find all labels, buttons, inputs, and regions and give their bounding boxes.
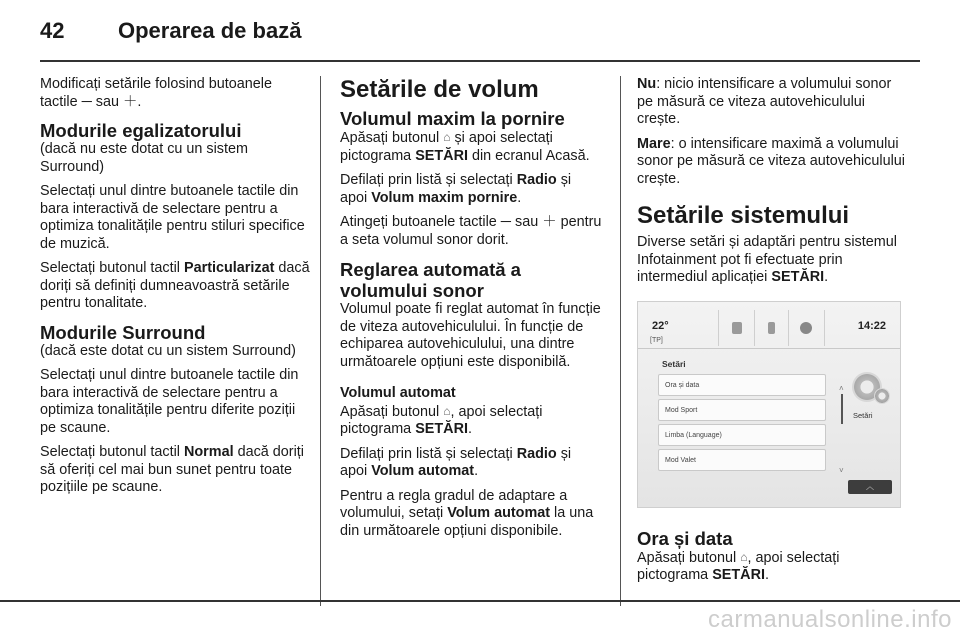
text-run: Pentru a regla gradul de adaptare a volumului, setați	[340, 487, 568, 521]
surround-normal-paragraph	[40, 444, 310, 497]
auto-volume-paragraph: Volumul poate fi reglat automat în funcție de viteza autovehiculului. În funcție de echiparea autovehiculului, una dintre următoarele opțiuni este disponibilă.	[340, 301, 601, 370]
heading-volum-automat: Volumul automat	[340, 385, 456, 401]
screen-gear-label: Setări	[853, 410, 873, 420]
text-run: , apoi selectați pictograma	[637, 549, 840, 583]
section-title-volume: Setările de volum	[340, 76, 539, 103]
nu-term: Nu	[637, 76, 657, 92]
home-icon: ⌂	[443, 403, 451, 418]
text-run: dacă doriți să definiți dumneavoastră setările pentru tonalitate.	[40, 260, 310, 311]
section-heading-surround: Modurile Surround	[40, 321, 206, 343]
text-run: Apăsați butonul	[637, 549, 741, 566]
column-3	[637, 76, 905, 592]
ora-data-paragraph	[637, 549, 905, 585]
column-2	[340, 76, 602, 547]
volum-automat-step-2	[340, 446, 602, 481]
settings-list-item: Mod Sport	[658, 399, 826, 421]
text-run: și apoi selectați pictograma	[340, 130, 553, 164]
text-run: și apoi	[340, 445, 572, 479]
screen-top-bar	[638, 302, 900, 349]
settings-term: SETĂRI	[771, 269, 825, 285]
tab-separator	[824, 310, 825, 346]
tab-separator	[754, 310, 755, 346]
screen-clock: 14:22	[857, 319, 886, 332]
text-run: Apăsați butonul	[340, 403, 444, 420]
column-divider-2	[620, 76, 621, 606]
column-divider-1	[320, 76, 321, 606]
settings-list-item: Mod Valet	[658, 449, 826, 471]
max-volume-step-1	[340, 129, 602, 165]
screen-tp-indicator: [TP]	[650, 336, 663, 344]
home-icon: ⌂	[740, 549, 748, 564]
column-1	[40, 76, 310, 504]
settings-list-item: Limba (Language)	[658, 424, 826, 446]
text-run: la una din următoarele opțiuni disponibile.	[340, 505, 594, 539]
text-run: Diverse setări și adaptări pentru sistemul Infotainment pot fi efectuate prin intermediul aplicației	[637, 234, 897, 285]
text-run: Selectați butonul tactil	[40, 260, 184, 276]
max-volume-step-3: Atingeți butoanele tactile ─ sau ＋ pentru a seta volumul sonor dorit.	[340, 214, 602, 248]
text-run: Defilați prin listă și selectați	[340, 445, 517, 462]
tab-separator	[788, 310, 789, 346]
option-mare	[637, 136, 905, 189]
music-icon	[732, 322, 742, 334]
screen-temperature: 22°	[652, 319, 669, 332]
mare-term: Mare	[637, 135, 671, 152]
normal-term: Normal	[184, 444, 234, 460]
option-nu	[637, 76, 905, 129]
text-run: .	[824, 269, 829, 285]
infotainment-screenshot	[637, 301, 901, 508]
equalizer-custom-paragraph	[40, 260, 310, 313]
header-rule	[40, 60, 920, 62]
text-run: dacă doriți să oferiți cel mai bun sunet pentru toate pozițiile pe scaune.	[40, 444, 304, 495]
equalizer-paragraph: Selectați unul dintre butoanele tactile din bara interactivă de selectare pentru a optimiza tonalitățile pentru stiluri specifice de muzică.	[40, 183, 305, 252]
watermark: carmanualsonline.info	[708, 606, 952, 633]
section-heading-equalizer: Modurile egalizatorului	[40, 120, 242, 141]
text-run: .	[764, 567, 769, 583]
text-run: .	[517, 189, 522, 206]
page-header	[40, 18, 920, 58]
settings-term: SETĂRI	[415, 421, 468, 437]
text-run: : nicio intensificare a volumului sonor pe măsură ce viteza autovehiculului crește.	[637, 76, 892, 127]
settings-term: SETĂRI	[415, 147, 468, 164]
auto-volume-term: Volum automat	[371, 463, 475, 479]
custom-term: Particularizat	[184, 260, 275, 276]
collapse-icon: ︿	[848, 480, 892, 494]
footer-rule	[0, 600, 960, 602]
scroll-down-icon: ˅	[839, 466, 844, 475]
scroll-thumb	[841, 394, 843, 424]
radio-term: Radio	[516, 172, 557, 188]
volum-automat-step-3	[340, 488, 602, 541]
text-run: Defilați prin listă și selectați	[340, 172, 517, 188]
surround-paragraph: Selectați unul dintre butoanele tactile din bara interactivă de selectare pentru a optimiza tonalitățile pentru diferite poziții pe scaune.	[40, 367, 299, 436]
page-number: 42	[40, 18, 65, 43]
intro-paragraph: Modificați setările folosind butoanele tactile ─ sau ＋.	[40, 76, 272, 110]
home-icon: ⌂	[443, 130, 451, 144]
text-run: , apoi selectați pictograma	[340, 403, 543, 437]
tab-separator	[718, 310, 719, 346]
app-icon	[800, 322, 812, 334]
max-volume-term: Volum maxim pornire	[371, 189, 518, 206]
surround-note: (dacă este dotat cu un sistem Surround)	[40, 342, 296, 359]
system-paragraph	[637, 234, 905, 287]
text-run: : o intensificare maximă a volumului sonor pe măsură ce viteza autovehiculului crește.	[637, 135, 905, 187]
auto-volume-term: Volum automat	[447, 505, 551, 521]
heading-ora-data: Ora și data	[637, 527, 733, 549]
phone-icon	[768, 322, 775, 334]
radio-term: Radio	[516, 445, 557, 462]
heading-auto-volume: Reglarea automată a volumului sonor	[340, 259, 521, 301]
section-title-system: Setările sistemului	[637, 202, 850, 229]
text-run: Selectați butonul tactil	[40, 444, 184, 460]
max-volume-step-2	[340, 172, 602, 207]
volum-automat-step-1	[340, 403, 602, 439]
settings-term: SETĂRI	[712, 567, 765, 583]
text-run: din ecranul Acasă.	[467, 147, 590, 164]
scroll-up-icon: ˄	[839, 383, 844, 393]
text-run: și apoi	[340, 172, 572, 206]
heading-max-volume: Volumul maxim la pornire	[340, 108, 565, 129]
text-run: Apăsați butonul	[340, 130, 444, 146]
screen-settings-header: Setări	[662, 358, 686, 369]
settings-list-item: Ora și data	[658, 374, 826, 396]
page-title: Operarea de bază	[118, 18, 302, 43]
text-run: .	[474, 463, 479, 479]
screen-scrollbar	[838, 380, 846, 480]
equalizer-note: (dacă nu este dotat cu un sistem Surround)	[40, 141, 248, 175]
gear-icon	[874, 388, 890, 404]
text-run: .	[467, 421, 472, 437]
